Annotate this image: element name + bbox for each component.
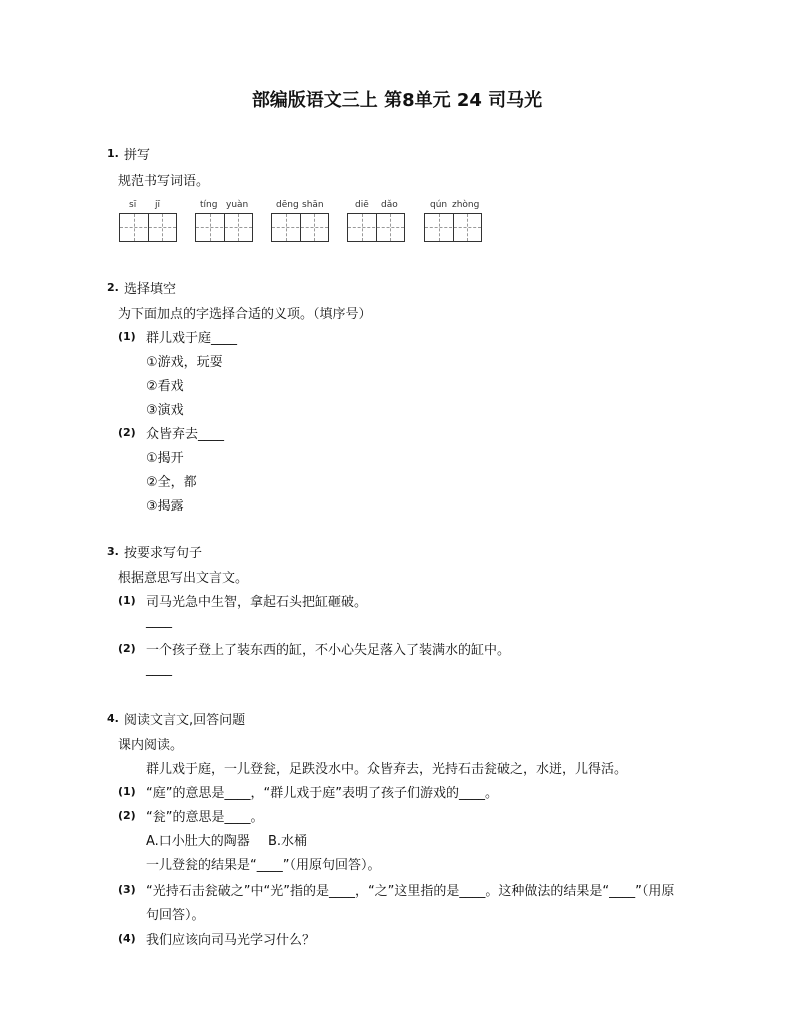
q4-sub3-line2: 句回答）。 (146, 908, 205, 923)
q4-heading: 阅读文言文,回答问题 (124, 713, 246, 728)
q4-sub2-option-b[interactable]: B.水桶 (268, 834, 308, 849)
pinyin-label: diē (355, 200, 369, 210)
q3-sub2-number: (2) (118, 642, 136, 655)
pinyin-label: shān (302, 200, 324, 210)
tianzige-grid[interactable] (271, 213, 329, 242)
q4-number: 4. (107, 712, 119, 725)
q3-number: 3. (107, 545, 119, 558)
pinyin-label: yuàn (226, 200, 249, 210)
pinyin-label: zhòng (452, 200, 480, 210)
q4-passage: 群儿戏于庭，一儿登瓮，足跌没水中。众皆弃去，光持石击瓮破之，水迸，儿得活。 (146, 762, 628, 777)
q2-sub2-option-2[interactable]: ②全，都 (146, 475, 197, 490)
tianzige-grid[interactable] (195, 213, 253, 242)
q4-sub1-number: (1) (118, 785, 136, 798)
pinyin-label: dǎo (381, 200, 398, 210)
pinyin-writing-box-5[interactable] (424, 200, 482, 244)
tianzige-grid[interactable] (347, 213, 405, 242)
pinyin-writing-box-3[interactable] (271, 200, 329, 244)
q2-number: 2. (107, 281, 119, 294)
q4-sub3-number: (3) (118, 883, 136, 896)
pinyin-label: sī (129, 200, 137, 210)
q3-sub1-number: (1) (118, 594, 136, 607)
q4-sub2-option-a[interactable]: A.口小肚大的陶器 (146, 834, 250, 849)
q4-sub2-text: “瓮”的意思是____。 (146, 810, 264, 825)
q2-sub2-number: (2) (118, 426, 136, 439)
q2-instruction: 为下面加点的字选择合适的义项。（填序号） (118, 307, 372, 322)
q4-sub4-number: (4) (118, 932, 136, 945)
q4-sub4-text: 我们应该向司马光学习什么？ (146, 933, 316, 948)
q4-sub2-line2: 一儿登瓮的结果是“____”（用原句回答）。 (146, 858, 381, 873)
q4-sub3-line1: “光持石击瓮破之”中“光”指的是____，“之”这里指的是____。这种做法的结果是“____”（用原 (146, 884, 675, 899)
q1-number: 1. (107, 147, 119, 160)
q2-heading: 选择填空 (124, 282, 177, 297)
pinyin-writing-box-4[interactable] (347, 200, 405, 244)
q4-instruction: 课内阅读。 (118, 738, 184, 753)
q2-sub1-number: (1) (118, 330, 136, 343)
q2-sub2-text: 众皆弃去____ (146, 427, 225, 442)
pinyin-label: dēng (276, 200, 299, 210)
q3-instruction: 根据意思写出文言文。 (118, 571, 249, 586)
q2-sub1-text: 群儿戏于庭____ (146, 331, 238, 346)
q3-sub2-text: 一个孩子登上了装东西的缸，不小心失足落入了装满水的缸中。 (146, 643, 511, 658)
q3-sub2-answer-blank[interactable]: ____ (146, 662, 172, 677)
q2-sub1-option-2[interactable]: ②看戏 (146, 379, 184, 394)
q2-sub1-option-3[interactable]: ③演戏 (146, 403, 184, 418)
pinyin-writing-box-2[interactable] (195, 200, 253, 244)
pinyin-label: qún (430, 200, 448, 210)
tianzige-grid[interactable] (424, 213, 482, 242)
q2-sub1-option-1[interactable]: ①游戏，玩耍 (146, 355, 223, 370)
q2-sub2-option-3[interactable]: ③揭露 (146, 499, 184, 514)
pinyin-writing-box-1[interactable] (119, 200, 177, 244)
tianzige-grid[interactable] (119, 213, 177, 242)
q3-sub1-text: 司马光急中生智，拿起石头把缸砸破。 (146, 595, 368, 610)
q1-instruction: 规范书写词语。 (118, 174, 210, 189)
pinyin-label: jī (155, 200, 161, 210)
q2-sub2-option-1[interactable]: ①揭开 (146, 451, 184, 466)
page-title: 部编版语文三上 第8单元 24 司马光 (251, 90, 543, 111)
pinyin-label: tíng (200, 200, 218, 210)
q4-sub1-text: “庭”的意思是____，“群儿戏于庭”表明了孩子们游戏的____。 (146, 786, 498, 801)
q3-heading: 按要求写句子 (124, 546, 203, 561)
q1-heading: 拼写 (124, 148, 151, 163)
q3-sub1-answer-blank[interactable]: ____ (146, 614, 172, 629)
q4-sub2-number: (2) (118, 809, 136, 822)
